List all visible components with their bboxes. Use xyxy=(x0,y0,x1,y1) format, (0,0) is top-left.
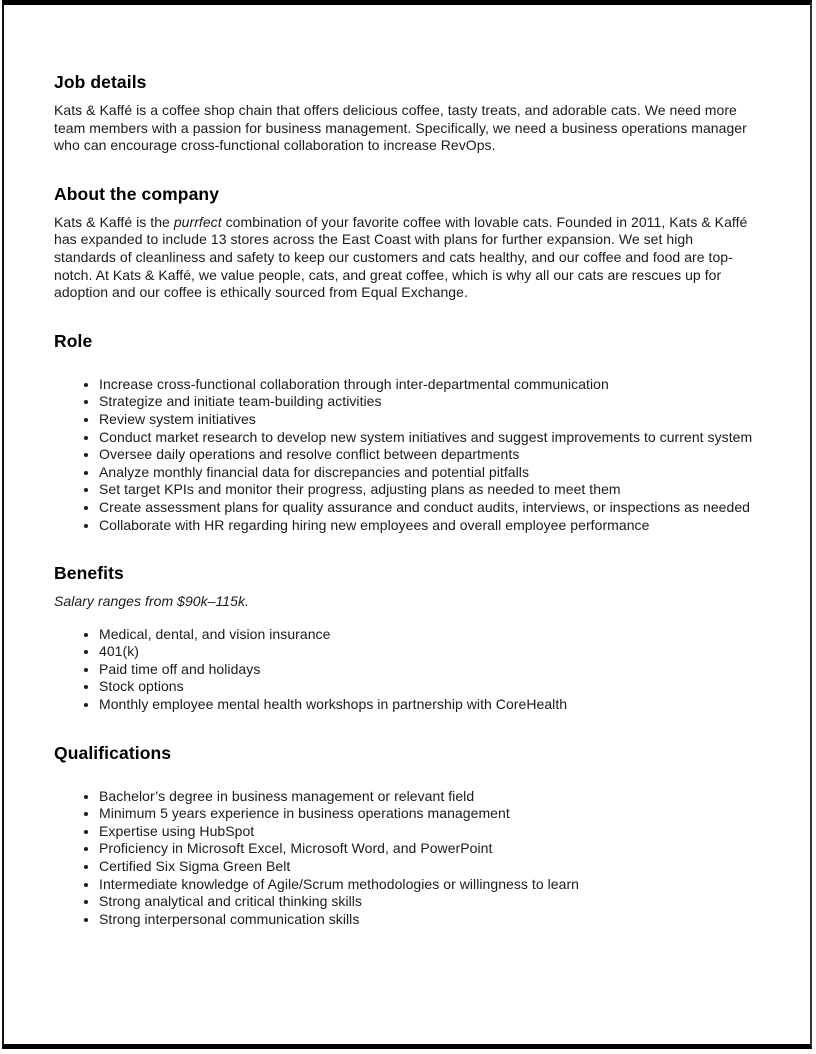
qualifications-heading: Qualifications xyxy=(54,742,172,763)
list-item: • Analyze monthly financial data for discrepancies and potential pitfalls xyxy=(99,464,766,482)
list-item: • Strong analytical and critical thinking skills xyxy=(99,893,766,911)
blank-line xyxy=(54,611,766,626)
list-item: • Create assessment plans for quality assurance and conduct audits, interviews, or inspections as needed xyxy=(99,499,766,517)
list-item: • Set target KPIs and monitor their progress, adjusting plans as needed to meet them xyxy=(99,481,766,499)
list-item: • Strong interpersonal communication skills xyxy=(99,911,766,929)
benefits-list xyxy=(54,626,766,714)
list-item: • Expertise using HubSpot xyxy=(99,823,766,841)
role-list xyxy=(54,376,766,534)
job-details-heading: Job details xyxy=(54,72,147,92)
about-text-after: combination of your favorite coffee with lovable cats. Founded in 2011, Kats & Kaffé has expanded to include 13 stores across the East Coast with plans for further expansion. We set high standards of cleanliness and safety to keep our customers and cats healthy, and our coffee and food are top-notch. At Kats & Kaffé, we value people, cats, and great coffee, which is why all our cats are rescues up for adoption and our coffee is ethically sourced from Equal Exchange. xyxy=(54,213,748,301)
list-item: • Bachelor’s degree in business management or relevant field xyxy=(99,788,766,806)
list-item: • Paid time off and holidays xyxy=(99,661,766,679)
list-item: • Certified Six Sigma Green Belt xyxy=(99,858,766,876)
about-italic-word: purrfect xyxy=(173,213,222,230)
list-item: • Proficiency in Microsoft Excel, Microsoft Word, and PowerPoint xyxy=(99,840,766,858)
list-item: • 401(k) xyxy=(99,643,766,661)
section-role xyxy=(54,330,766,534)
list-item: • Medical, dental, and vision insurance xyxy=(99,626,766,644)
blank-line xyxy=(54,361,766,376)
job-details-paragraph: Kats & Kaffé is a coffee shop chain that offers delicious coffee, tasty treats, and adorable cats. We need more team members with a passion for business management. Specifically, we need a business operations manager who can encourage cross-functional collaboration to increase RevOps. xyxy=(54,102,747,154)
list-item: • Monthly employee mental health workshops in partnership with CoreHealth xyxy=(99,696,766,714)
section-qualifications xyxy=(54,742,766,929)
salary-note: Salary ranges from $90k–115k. xyxy=(54,593,249,610)
section-benefits xyxy=(54,562,766,714)
about-text-before: Kats & Kaffé is the xyxy=(54,213,174,230)
benefits-heading: Benefits xyxy=(54,563,124,584)
section-job-details xyxy=(54,71,766,155)
list-item: • Collaborate with HR regarding hiring new employees and overall employee performance xyxy=(99,517,766,535)
about-paragraph xyxy=(54,214,754,302)
list-item: • Minimum 5 years experience in business operations management xyxy=(99,805,766,823)
list-item: • Intermediate knowledge of Agile/Scrum methodologies or willingness to learn xyxy=(99,876,766,894)
list-item: • Oversee daily operations and resolve conflict between departments xyxy=(99,446,766,464)
section-about-company xyxy=(54,183,766,302)
list-item: • Strategize and initiate team-building activities xyxy=(99,393,766,411)
role-heading: Role xyxy=(54,330,93,351)
list-item: • Stock options xyxy=(99,678,766,696)
document-page xyxy=(2,0,812,1049)
list-item: • Review system initiatives xyxy=(99,411,766,429)
list-item: • Increase cross-functional collaboration through inter-departmental communication xyxy=(99,376,766,394)
about-heading: About the company xyxy=(54,183,220,204)
blank-line xyxy=(54,773,766,788)
qualifications-list xyxy=(54,788,766,929)
list-item: • Conduct market research to develop new system initiatives and suggest improvements to current system xyxy=(99,429,766,447)
